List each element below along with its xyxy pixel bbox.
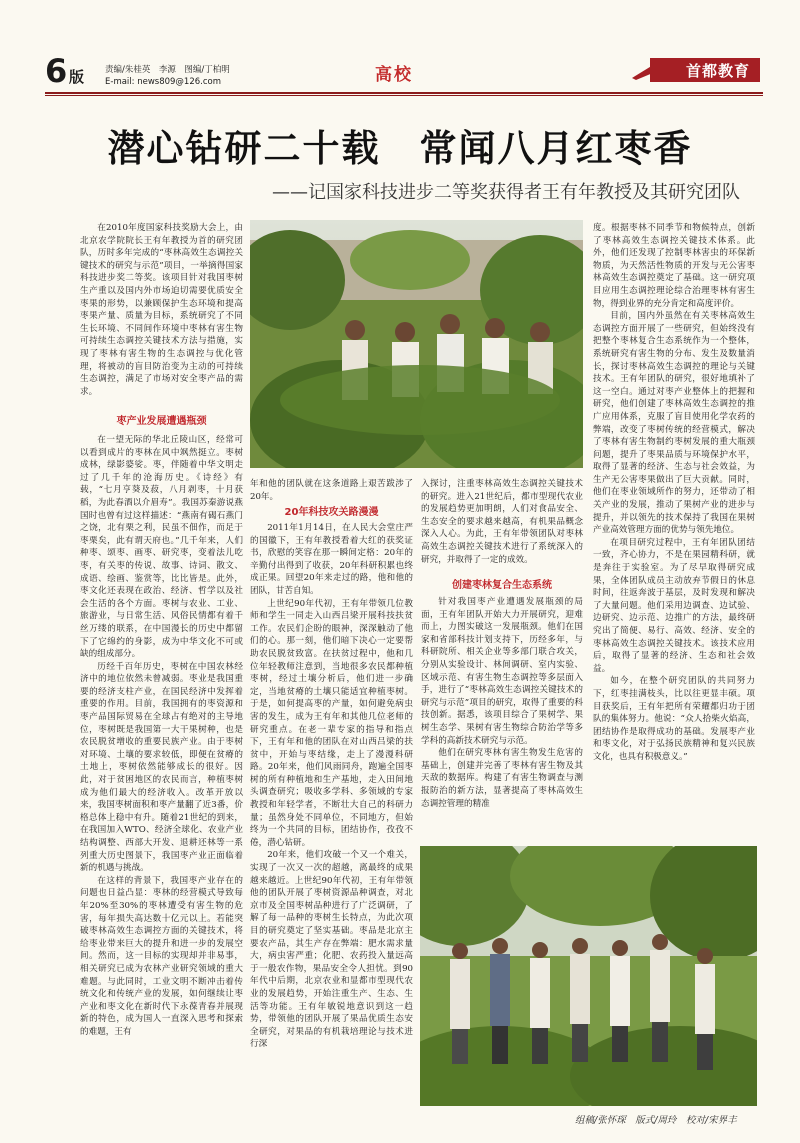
subhead-3: 创建枣林复合生态系统 [452, 580, 552, 591]
paragraph: 20年来，他们攻破一个又一个难关，实现了一次又一次的超越，离最终的成果越来越近。上世纪90年代初，王有年带领他的团队开展了枣树资源品种调查，对北京市及全国枣树品种进行了广泛调研，了解了每一品种的枣树生长特点，为此次项目的研究奠定了坚实基础。枣品是北京主要农产品，其生产存在弊端：肥水需求量大，病虫害严重；化肥、农药投入量远高于一般农作物，果品安全令人担忧。到90年代中后期，北京农业和显都市型现代农业的发展趋势，开始注重生产、生态、生活等功能。王有年敏锐地意识到这一趋势，带领他的团队开展了果品优质生态安全研究，对果品的有机栽培理论与技术进行深 [250, 850, 413, 1050]
email: E-mail: news809@126.com [105, 77, 222, 87]
section-tag: 高校 [375, 65, 413, 85]
paragraph: 入探讨，注重枣林高效生态调控关键技术的研究。进入21世纪后，都市型现代农业的发展趋势更加明朗，人们对食品安全、生态安全的要求越来越高，有机果品概念深入人心。为此，王有年带领团队对枣林高效生态调控关键技术进行了系统深入的研究，并取得了一定的成效。 [421, 479, 583, 565]
page-number: 6 [45, 52, 68, 90]
column-3-bottom [421, 596, 583, 810]
article-title: 潜心钻研二十载 常闻八月红枣香 [107, 126, 693, 170]
paragraph: 历经千百年历史，枣树在中国农林经济中的地位依然未曾减弱。枣业是我国重要的经济支柱产业，在国民经济中发挥着重要的作用。目前，我国拥有的枣资源和枣产品国际贸易在全球占有绝对的主导地位，枣树既是我国第一大干果树种，也是农民脱贫增收的重要民族产业。由于枣树对环境、土壤的要求较低，即便在贫瘠的土地上，枣树依然能够成长的很好。因此，对于贫困地区的农民而言，种植枣树成为他们最大的经济收入。改革开放以来，我国枣树面积和枣产量翻了近3番，价格总体上稳中有升。随着21世纪的到来，在我国加入WTO、经济全球化、农业产业结构调整、西部大开发、退耕还林等一系列重大历史图景下，我国枣产业正面临着新的机遇与挑战。 [80, 661, 243, 874]
paragraph: 目前，国内外虽然在有关枣林高效生态调控方面开展了一些研究，但始终没有把整个枣林复合生态系统作为一个整体，系统研究有害生物的分布、发生及数量消长，探讨枣林高效生态调控的理论与关键技术。王有年团队的研究，很好地填补了这一空白。通过对枣产业整体上的把握和研究，他们创建了枣林高效生态调控的推广应用体系，克服了盲目使用化学农药的弊端，改变了枣树传统的经营模式，解决了枣林有害生物制约枣树发展的重大瓶颈问题，提升了枣果品质与环境保护水平，取得了显著的经济、生态与社会效益，为生产无公害枣果做出了巨大贡献。同时，他们在枣业领域所作的努力，还带动了相关产业的发展，推动了果树产业的进步与提升，并以领先的技术保持了我国在果树产业高效管理方面的优势与领先地位。 [593, 311, 755, 536]
paragraph: 度。根据枣林不同季节和物候特点，创新了枣林高效生态调控关键技术体系。此外，他们还发现了控制枣林害虫的环保新物质，为天然活性物质的开发与无公害枣林高效生态调控奠定了基础。这一研究项目应用生态调控理论综合治理枣林有害生物，得到业界的充分肯定和高度评价。 [593, 223, 755, 309]
paragraph: 如今，在整个研究团队的共同努力下，红枣挂满枝头，比以往更显丰硕。项目获奖后，王有年把所有荣耀都归功于团队的集体努力。他说：“众人拾柴火焰高，团结协作是取得成功的基础。发展枣产业和枣文化，对于弘扬民族精神和复兴民族文化，也具有积极意义。” [593, 676, 755, 762]
column-1-bottom [80, 434, 243, 1039]
column-3-top [421, 478, 583, 566]
editor-info [105, 64, 230, 88]
column-1-top [80, 222, 243, 398]
photo-orchard-inspection [250, 220, 583, 468]
page-credits: 组稿/张怀琛 版式/周玲 校对/宋界丰 [575, 1115, 737, 1126]
paragraph: 上世纪90年代初，王有年带领几位教师和学生一同走入山西吕梁开展科技扶贫工作。农民们企盼的眼神，深深触动了他们的心。那一刻，他们暗下决心一定要帮助农民脱贫致富。在扶贫过程中，他和几位年轻教师注意到，当地很多农民都种植枣树，经过土壤分析后，他们进一步确定，当地贫瘠的土壤只能适宜种植枣树。于是，如何提高枣的产量，如何避免病虫害的发生，成为王有年和其他几位老师的研究重点。在老一辈专家的指导和指点下，王有年和他的团队在对山西吕梁的扶贫中，开始与枣结缘，走上了漫漫科研路。20年来，他们风雨同舟，跑遍全国枣树的所有种植地和生产基地，走入田间地头调查研究；吸收多学科、多领域的专家教授和年轻学者，不断壮大自己的科研力量；虽然身处不同单位，不同地方，但始终为一个共同的目标，团结协作，孜孜不倦，潜心钻研。 [250, 598, 413, 848]
header-rule [45, 92, 763, 94]
paragraph: 他们在研究枣林有害生物发生危害的基础上，创建并完善了枣林有害生物及其天敌的数据库。构建了有害生物调查与测报防治的新方法，显著提高了枣林高效生态调控管理的精准 [421, 748, 583, 809]
paragraph: 在这样的背景下，我国枣产业存在的问题也日益凸显：枣林的经营模式导致每年20%至30%的枣林遭受有害生物的危害，每年损失高达数十亿元以上。若能突破枣林高效生态调控方面的关键技术，将给枣业带来巨大的提升和进一步的发展空间。然而，这一目标的实现却并非易事，相关研究已成为农林产业研究领域的重大难题。与此同时，工业文明不断冲击着传统文化和传统产业的发展，如何继续让枣产业和枣文化在新时代下永葆青春并展现新的特色，成为国人一直深入思考和探索的难题，王有 [80, 875, 243, 1037]
subhead-2: 20年科技攻关路漫漫 [284, 507, 379, 518]
column-2-top [250, 478, 413, 503]
header-rule-thin [45, 95, 763, 96]
photo-team-in-orchard [420, 846, 757, 1106]
column-2-bottom [250, 522, 413, 1051]
brand-name: 首都教育 [685, 62, 750, 80]
paragraph: 在一望无际的华北丘陵山区，经常可以看到成片的枣林在风中飒然挺立。枣树成林，绿影婆娑。枣，伴随着中华文明走过了几千年的沧海历史。《诗经》有载，“七月亨葵及菽，八月剥枣，十月获稻，为此春酒以介眉寿”。我国苏秦游说燕国时也曾有过这样描述：“燕南有碣石燕门之饶，北有栗之利，民虽不佃作，而足于枣栗矣，此有谓天府也。”几千年来，人们种枣、颂枣、画枣、研究枣，变着法儿吃枣，有关枣的传说、故事、诗词、散文、成语、绘画、鉴赏等，比比皆是。此外，枣文化还表现在政治、经济、哲学以及社会生活的各个方面。枣树与农业、工业、旅游业，与日常生活、风俗民情都有着千丝万缕的联系，在中国漫长的历史中都留下了它绵约的身影，成为中华文化不可或缺的组成部分。 [80, 435, 243, 660]
subhead-1: 枣产业发展遭遇瓶颈 [116, 416, 207, 427]
paragraph: 在项目研究过程中，王有年团队团结一致，齐心协力，不是在果园精科研，就是奔往于实验室。为了尽早取得研究成果，全体团队成员主动放弃节假日的休息时间，往返奔波于基层，及时发现和解决了大量问题。他们采用边调查、边试验、边研究、边示范、边推广的方法，最终研究出了简便、易行、高效、经济、安全的枣林高效生态调控关键技术。该技术应用后，取得了显著的经济、生态和社会效益。 [593, 537, 755, 674]
paragraph: 针对我国枣产业遭遇发展瓶颈的局面，王有年团队开始大力开展研究，迎难而上，力图实破这一发展瓶颈。他们在国家和省部科技计划支持下，历经多年，与科研院所、相关企业等多部门联合攻关，分别从实验设计、林间调研、室内实验、区域示范、有害生物生态调控等多层面入手，进行了“枣林高效生态调控关键技术的研究与示范”项目的研究，取得了重要的科技创新。据悉，该项目综合了果树学、果树生态学、果树有害生物综合防治学等多学科的高新技术研究与示范。 [421, 597, 583, 746]
article-subtitle: ——记国家科技进步二等奖获得者王有年教授及其研究团队 [272, 182, 740, 203]
page-header [45, 52, 760, 92]
paragraph: 年和他的团队就在这条道路上艰苦跋涉了20年。 [250, 479, 413, 502]
page-number-suffix: 版 [69, 68, 85, 86]
paragraph: 2011年1月14日，在人民大会堂庄严的国徽下，王有年教授看着大红的获奖证书，欣慰的笑容在那一瞬间定格：20年的辛勤付出得到了收获，20年科研积累也终成正果。回望20年来走过的路，他和他的团队，甘苦自知。 [250, 523, 413, 596]
editors: 责编/朱桂英 李源 图编/丁柏明 [105, 65, 230, 75]
brand-logo [620, 58, 760, 82]
column-4 [593, 222, 755, 764]
paragraph: 在2010年度国家科技奖励大会上，由北京农学院院长王有年教授为首的研究团队，历时多年完成的“枣林高效生态调控关键技术的研究与示范”项目，一举摘得国家科技进步奖二等奖。该项目针对我国枣树生产重以及国内外市场迫切需要优质安全枣果的形势，以兼顾保护生态环境和提高枣果产量、质量为目标，系统研究了不同生长环境、不同间作环境中枣林有害生物可持续生态调控关键技术方法与措施，实现了枣林有害生物的生态调控与优化管理，将被动的盲目防治变为主动的可持续生态调控，满足了市场对安全枣产品的需求。 [80, 223, 243, 397]
